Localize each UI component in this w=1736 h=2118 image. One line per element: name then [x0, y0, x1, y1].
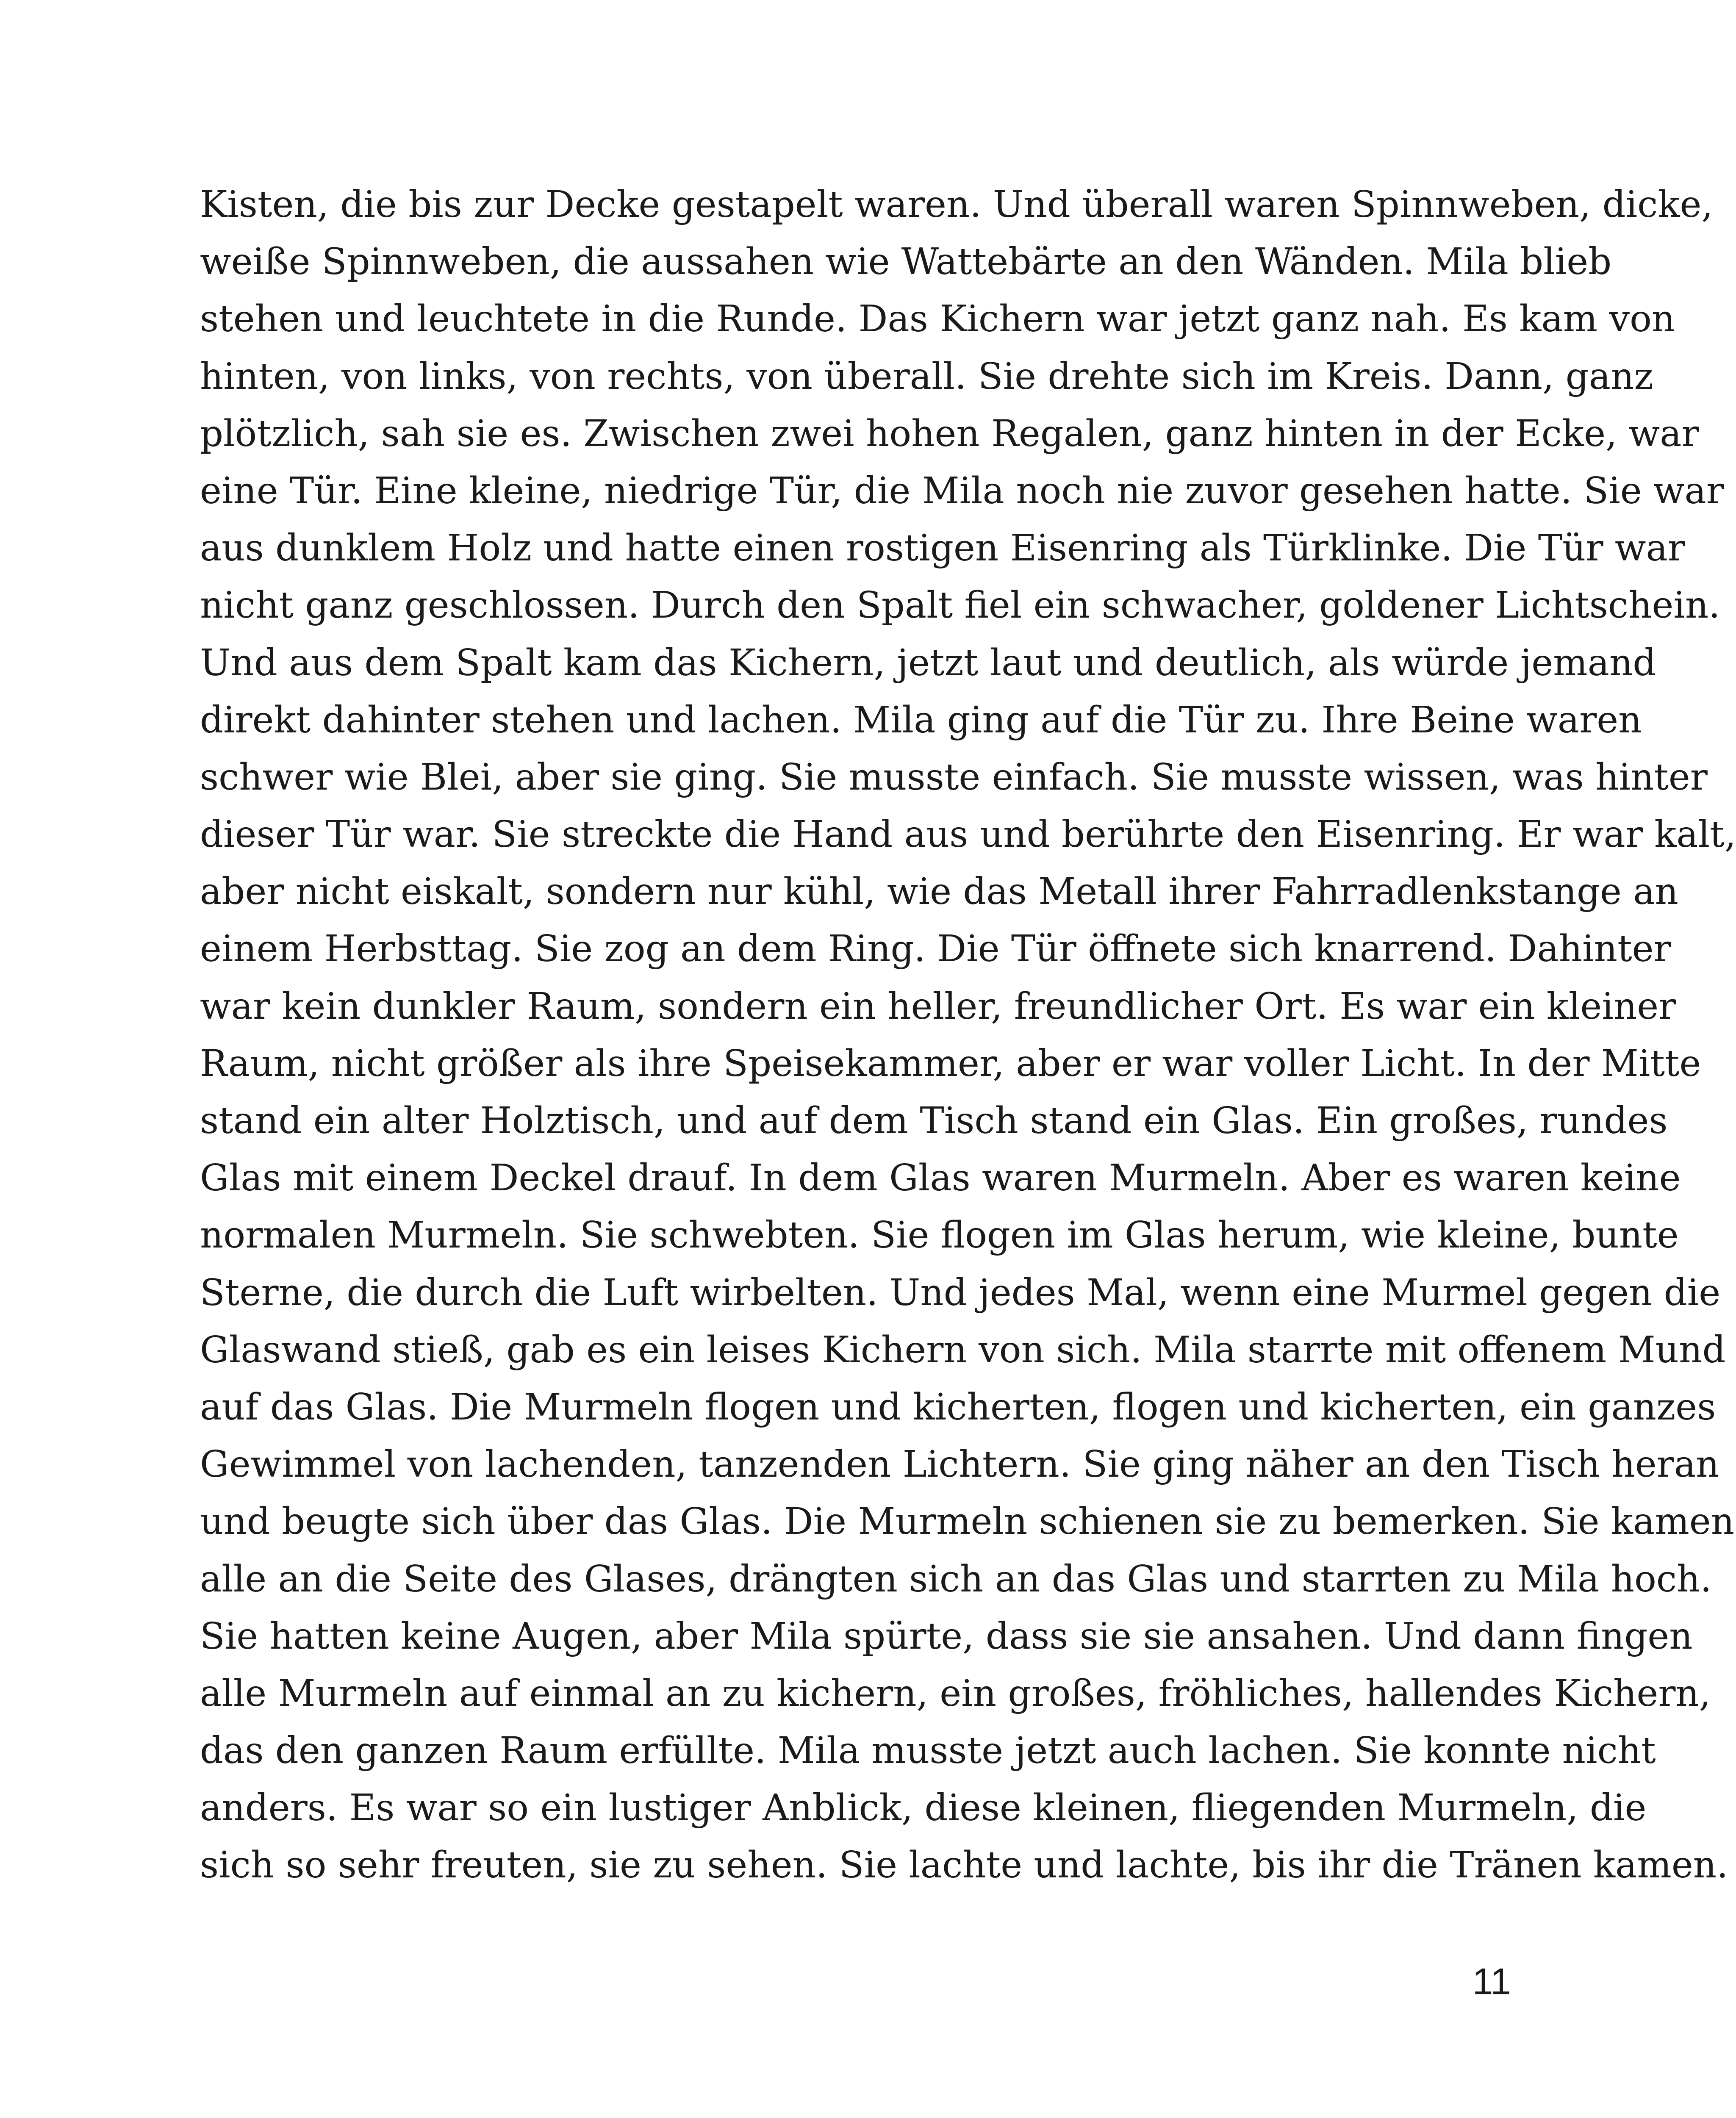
text-line: Raum, nicht größer als ihre Speisekammer, aber er war voller Licht. In der Mitte — [200, 1042, 1701, 1085]
text-line: auf das Glas. Die Murmeln flogen und kicherten, flogen und kicherten, ein ganzes — [200, 1386, 1716, 1428]
text-line: direkt dahinter stehen und lachen. Mila ging auf die Tür zu. Ihre Beine waren — [200, 699, 1642, 741]
text-line: aus dunklem Holz und hatte einen rostigen Eisenring als Türklinke. Die Tür war — [200, 527, 1685, 570]
text-line: Kisten, die bis zur Decke gestapelt waren. Und überall waren Spinnweben, dicke, — [200, 183, 1713, 226]
text-line: alle an die Seite des Glases, drängten sich an das Glas und starrten zu Mila hoch. — [200, 1558, 1712, 1600]
text-line: hinten, von links, von rechts, von überall. Sie drehte sich im Kreis. Dann, ganz — [200, 355, 1653, 398]
text-line: alle Murmeln auf einmal an zu kichern, ein großes, fröhliches, hallendes Kichern, — [200, 1672, 1711, 1715]
text-line: plötzlich, sah sie es. Zwischen zwei hohen Regalen, ganz hinten in der Ecke, war — [200, 412, 1699, 455]
text-line: anders. Es war so ein lustiger Anblick, diese kleinen, fliegenden Murmeln, die — [200, 1787, 1647, 1830]
text-line: Und aus dem Spalt kam das Kichern, jetzt laut und deutlich, als würde jemand — [200, 641, 1656, 684]
text-line: normalen Murmeln. Sie schwebten. Sie flogen im Glas herum, wie kleine, bunte — [200, 1214, 1679, 1257]
text-line: Glas mit einem Deckel drauf. In dem Glas waren Murmeln. Aber es waren keine — [200, 1157, 1681, 1200]
text-line: stehen und leuchtete in die Runde. Das Kichern war jetzt ganz nah. Es kam von — [200, 298, 1675, 341]
text-line: Glaswand stieß, gab es ein leises Kichern von sich. Mila starrte mit offenem Mund — [200, 1328, 1726, 1371]
page-number: 11 — [1472, 1960, 1511, 2002]
text-line: war kein dunkler Raum, sondern ein heller, freundlicher Ort. Es war ein kleiner — [200, 985, 1676, 1028]
text-line: Gewimmel von lachenden, tanzenden Lichtern. Sie ging näher an den Tisch heran — [200, 1443, 1719, 1486]
text-line: dieser Tür war. Sie streckte die Hand aus und berührte den Eisenring. Er war kalt, — [200, 813, 1736, 856]
text-line: eine Tür. Eine kleine, niedrige Tür, die Mila noch nie zuvor gesehen hatte. Sie war — [200, 469, 1724, 512]
text-line: einem Herbsttag. Sie zog an dem Ring. Die Tür öffnete sich knarrend. Dahinter — [200, 928, 1671, 970]
text-line: schwer wie Blei, aber sie ging. Sie musste einfach. Sie musste wissen, was hinter — [200, 756, 1708, 798]
text-line: Sterne, die durch die Luft wirbelten. Und jedes Mal, wenn eine Murmel gegen die — [200, 1271, 1721, 1314]
text-line: und beugte sich über das Glas. Die Murmeln schienen sie zu bemerken. Sie kamen — [200, 1500, 1735, 1543]
text-line: das den ganzen Raum erfüllte. Mila musste jetzt auch lachen. Sie konnte nicht — [200, 1730, 1656, 1772]
text-line: stand ein alter Holztisch, und auf dem Tisch stand ein Glas. Ein großes, rundes — [200, 1100, 1668, 1142]
text-line: Sie hatten keine Augen, aber Mila spürte, dass sie sie ansahen. Und dann fingen — [200, 1615, 1693, 1658]
text-line: weiße Spinnweben, die aussahen wie Wattebärte an den Wänden. Mila blieb — [200, 241, 1612, 283]
text-line: sich so sehr freuten, sie zu sehen. Sie lachte und lachte, bis ihr die Tränen kamen. — [200, 1844, 1728, 1887]
body-paragraph — [200, 176, 1736, 1894]
text-line: nicht ganz geschlossen. Durch den Spalt fiel ein schwacher, goldener Lichtschein. — [200, 584, 1720, 627]
text-line: aber nicht eiskalt, sondern nur kühl, wie das Metall ihrer Fahrradlenkstange an — [200, 870, 1678, 913]
